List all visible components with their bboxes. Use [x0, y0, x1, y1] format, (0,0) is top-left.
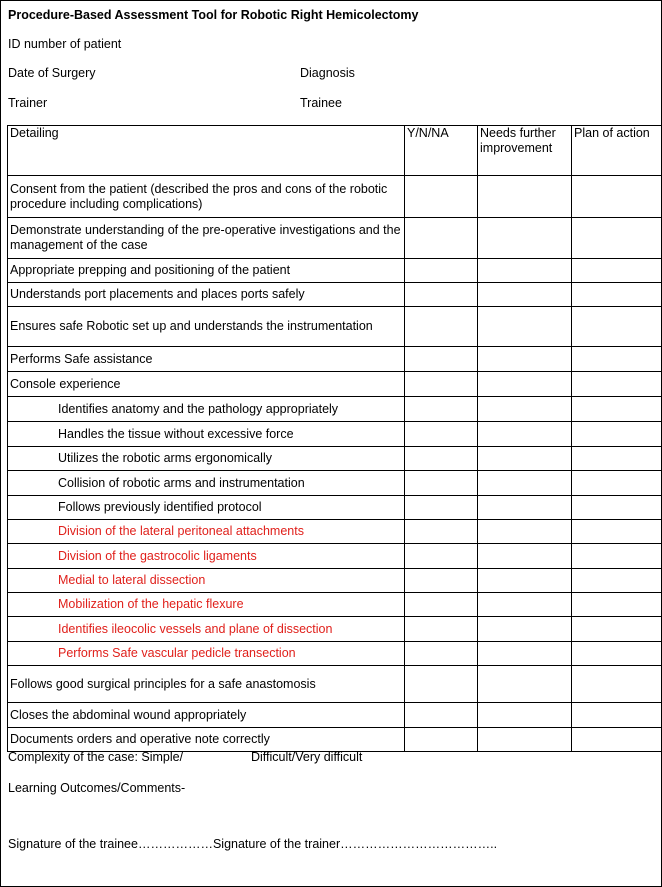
table-row [8, 728, 662, 752]
detail-cell: Documents orders and operative note correctly [8, 728, 405, 752]
needs-improvement-cell[interactable] [478, 703, 572, 728]
plan-of-action-cell[interactable] [572, 593, 662, 617]
detail-cell: Collision of robotic arms and instrumentation [8, 471, 405, 496]
detail-cell: Mobilization of the hepatic flexure [8, 593, 405, 617]
complexity-label: Complexity of the case: Simple/ [8, 750, 184, 764]
ynna-cell[interactable] [405, 666, 478, 703]
needs-improvement-cell[interactable] [478, 666, 572, 703]
detail-cell: Consent from the patient (described the pros and cons of the robotic procedure including complications) [8, 176, 405, 218]
needs-improvement-cell[interactable] [478, 347, 572, 372]
ynna-cell[interactable] [405, 728, 478, 752]
detail-cell: Identifies anatomy and the pathology appropriately [8, 397, 405, 422]
detail-cell: Understands port placements and places ports safely [8, 283, 405, 307]
plan-of-action-cell[interactable] [572, 666, 662, 703]
ynna-cell[interactable] [405, 283, 478, 307]
plan-of-action-cell[interactable] [572, 176, 662, 218]
table-row [8, 218, 662, 259]
ynna-cell[interactable] [405, 347, 478, 372]
plan-of-action-cell[interactable] [572, 520, 662, 544]
table-row [8, 471, 662, 496]
date-of-surgery-field: Date of Surgery [8, 66, 96, 80]
table-row [8, 593, 662, 617]
detail-cell: Demonstrate understanding of the pre-operative investigations and the management of the case [8, 218, 405, 259]
detail-cell: Performs Safe vascular pedicle transection [8, 642, 405, 666]
needs-improvement-cell[interactable] [478, 544, 572, 569]
plan-of-action-cell[interactable] [572, 218, 662, 259]
detail-cell: Medial to lateral dissection [8, 569, 405, 593]
ynna-cell[interactable] [405, 259, 478, 283]
plan-of-action-cell[interactable] [572, 471, 662, 496]
ynna-cell[interactable] [405, 544, 478, 569]
detail-cell: Closes the abdominal wound appropriately [8, 703, 405, 728]
ynna-cell[interactable] [405, 307, 478, 347]
detail-cell: Follows previously identified protocol [8, 496, 405, 520]
header-detailing: Detailing [8, 126, 405, 176]
detail-cell: Division of the gastrocolic ligaments [8, 544, 405, 569]
table-header-row [8, 126, 662, 176]
ynna-cell[interactable] [405, 496, 478, 520]
header-ynna: Y/N/NA [405, 126, 478, 176]
detail-cell: Appropriate prepping and positioning of the patient [8, 259, 405, 283]
learning-outcomes-label: Learning Outcomes/Comments- [8, 781, 186, 795]
table-row [8, 397, 662, 422]
needs-improvement-cell[interactable] [478, 422, 572, 447]
plan-of-action-cell[interactable] [572, 703, 662, 728]
table-row [8, 347, 662, 372]
needs-improvement-cell[interactable] [478, 218, 572, 259]
table-body [8, 176, 662, 752]
detail-cell: Ensures safe Robotic set up and understands the instrumentation [8, 307, 405, 347]
needs-improvement-cell[interactable] [478, 593, 572, 617]
needs-improvement-cell[interactable] [478, 372, 572, 397]
patient-id-field: ID number of patient [8, 37, 122, 51]
table-row [8, 666, 662, 703]
plan-of-action-cell[interactable] [572, 447, 662, 471]
plan-of-action-cell[interactable] [572, 283, 662, 307]
table-row [8, 372, 662, 397]
header-needs-improvement: Needs further improvement [478, 126, 572, 176]
needs-improvement-cell[interactable] [478, 728, 572, 752]
plan-of-action-cell[interactable] [572, 422, 662, 447]
plan-of-action-cell[interactable] [572, 496, 662, 520]
ynna-cell[interactable] [405, 642, 478, 666]
detail-cell: Performs Safe assistance [8, 347, 405, 372]
needs-improvement-cell[interactable] [478, 397, 572, 422]
detail-cell: Follows good surgical principles for a safe anastomosis [8, 666, 405, 703]
table-row [8, 283, 662, 307]
ynna-cell[interactable] [405, 447, 478, 471]
plan-of-action-cell[interactable] [572, 569, 662, 593]
table-row [8, 617, 662, 642]
diagnosis-field: Diagnosis [300, 66, 355, 80]
needs-improvement-cell[interactable] [478, 496, 572, 520]
complexity-options: Difficult/Very difficult [251, 750, 363, 764]
trainer-field: Trainer [8, 96, 48, 110]
needs-improvement-cell[interactable] [478, 520, 572, 544]
plan-of-action-cell[interactable] [572, 617, 662, 642]
detail-cell: Handles the tissue without excessive force [8, 422, 405, 447]
ynna-cell[interactable] [405, 617, 478, 642]
detail-cell: Identifies ileocolic vessels and plane of dissection [8, 617, 405, 642]
ynna-cell[interactable] [405, 176, 478, 218]
ynna-cell[interactable] [405, 422, 478, 447]
ynna-cell[interactable] [405, 569, 478, 593]
plan-of-action-cell[interactable] [572, 728, 662, 752]
table-row [8, 176, 662, 218]
ynna-cell[interactable] [405, 471, 478, 496]
signature-line: Signature of the trainee………………Signature of the trainer……………………………….. [8, 837, 498, 851]
plan-of-action-cell[interactable] [572, 347, 662, 372]
header-plan-of-action: Plan of action [572, 126, 662, 176]
ynna-cell[interactable] [405, 372, 478, 397]
assessment-table [7, 125, 662, 752]
ynna-cell[interactable] [405, 218, 478, 259]
needs-improvement-cell[interactable] [478, 176, 572, 218]
table-row [8, 496, 662, 520]
needs-improvement-cell[interactable] [478, 471, 572, 496]
table-row [8, 703, 662, 728]
plan-of-action-cell[interactable] [572, 544, 662, 569]
needs-improvement-cell[interactable] [478, 447, 572, 471]
trainee-field: Trainee [300, 96, 342, 110]
ynna-cell[interactable] [405, 397, 478, 422]
plan-of-action-cell[interactable] [572, 259, 662, 283]
table-row [8, 259, 662, 283]
needs-improvement-cell[interactable] [478, 642, 572, 666]
table-row [8, 642, 662, 666]
detail-cell: Console experience [8, 372, 405, 397]
needs-improvement-cell[interactable] [478, 617, 572, 642]
detail-cell: Utilizes the robotic arms ergonomically [8, 447, 405, 471]
table-row [8, 307, 662, 347]
needs-improvement-cell[interactable] [478, 283, 572, 307]
plan-of-action-cell[interactable] [572, 397, 662, 422]
table-row [8, 447, 662, 471]
table-row [8, 520, 662, 544]
table-row [8, 422, 662, 447]
plan-of-action-cell[interactable] [572, 372, 662, 397]
detail-cell: Division of the lateral peritoneal attachments [8, 520, 405, 544]
needs-improvement-cell[interactable] [478, 307, 572, 347]
needs-improvement-cell[interactable] [478, 569, 572, 593]
ynna-cell[interactable] [405, 520, 478, 544]
plan-of-action-cell[interactable] [572, 642, 662, 666]
needs-improvement-cell[interactable] [478, 259, 572, 283]
table-row [8, 569, 662, 593]
ynna-cell[interactable] [405, 593, 478, 617]
plan-of-action-cell[interactable] [572, 307, 662, 347]
table-row [8, 544, 662, 569]
form-title: Procedure-Based Assessment Tool for Robotic Right Hemicolectomy [8, 8, 419, 22]
ynna-cell[interactable] [405, 703, 478, 728]
